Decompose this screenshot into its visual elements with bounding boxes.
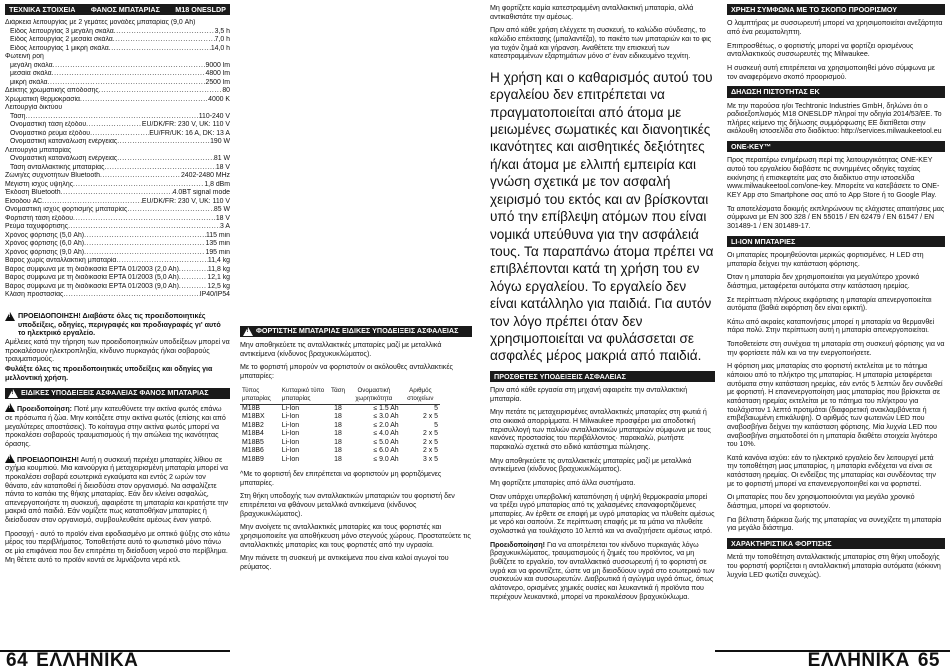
lamp-safety-p1-text: Ποτέ μην κατευθύνετε την ακτίνα φωτός επάνω σε πρόσωπα ή ζώα. Μην κοιτάζετε στην ακτίνα φωτός (επίσης και από μεγαλύτερες αποστάσεις). Το κοίταγμα στην ακτίνα φωτός μπορεί να προκαλέσει σοβαρούς τραυματισμούς ή την απώλεια της ικανότητας όρασης. [5,405,226,448]
spec-value: 81 W [213,155,230,163]
spec-leader-dots [116,257,207,266]
spec-row [5,70,230,79]
charging-p1: Μετά την τοποθέτηση ανταλλακτικής μπαταρίας στη θήκη υποδοχής του φορτιστή φορτίζεται η ανταλλακτική μπαταρία αυτόματα (κόκκινη λυχνία LED φωτίζει συνεχώς). [727,553,941,579]
spec-value: IP40/IP54 [199,291,230,299]
onekey-header: ONE-KEY™ [727,141,945,152]
spec-leader-dots [52,70,206,79]
additional-p4: Μη φορτίζετε μπαταρίες από άλλα συστήματα. [490,478,636,487]
spec-row [5,138,230,147]
spec-row [5,257,230,266]
spec-value: 80 [222,87,230,95]
spec-value: 2402-2480 MHz [180,172,230,180]
page-number-left: 64 [6,650,29,670]
spec-label: Λειτουργία μπαταρίας [5,146,72,154]
spec-row [5,121,230,130]
spec-row [5,232,230,241]
spec-leader-dots [84,232,206,241]
spec-row [5,87,230,96]
liion-p1: Οι μπαταρίες προμηθεύονται μερικώς φορτισμένες. Η LED στη μπαταρία δείχνει την κατάσταση φόρτισης. [727,250,924,268]
intro-p2: Πριν από κάθε χρήση ελέγχετε τη συσκευή, το καλώδιο σύνδεσης, το καλώδιο επέκτασης (μπαλαντέζα), το πακέτο των μπαταριών και το φις για τυχόν ζημιά και γήρανση. Αναθέτετε την επισκευή των κατεστραμμένων εξαρτημάτων μόνο σ' έναν ειδικευμένο τεχνίτη. [490,26,712,61]
spec-value: 14,0 h [210,44,230,52]
additional-p5: Όταν υπάρχει υπερβολική καταπόνηση ή υψηλή θερμοκρασία μπορεί να τρέξει υγρό μπαταρίας από τις χαλασμένες επαναφορτιζόμενες μπαταρίες. Αν έρθετε σε επαφή με υγρό μπαταρίας να πλυθείτε αμέσως με νερό και σαπούνι. Σε περίπτωση επαφής με τα μάτια να πλυθείτε σχολαστικά για τουλάχιστο 10 λεπτά και να αναζητήσετε αμέσως ιατρό. [490,492,715,536]
spec-label: Ονομαστική κατανάλωση ενέργειας [10,155,118,163]
spec-value: 9000 lm [205,61,230,69]
table-cell: 2 x 5 [423,438,438,446]
spec-leader-dots [26,113,199,122]
spec-label: Βάρος χωρίς ανταλλακτική μπαταρία [5,257,117,265]
intro-p1: Μη φορτίζετε καμία κατεστραμμένη ανταλλακτική μπαταρία, αλλά αντικαθιστάτε την αμέσως. [490,4,694,21]
liion-p9: Για βέλτιστη διάρκεια ζωής της μπαταρίας να συνεχίζετε τη μπαταρία για μεγάλο διάστημα. [727,515,942,533]
spec-label: Τάση ανταλλακτικής μπαταρίας [10,163,105,171]
spec-leader-dots [86,121,142,130]
spec-label: μεγάλη σκάλα [10,61,53,69]
spec-label: Ονομαστική τάση εξόδου [10,121,87,129]
spec-leader-dots [53,62,206,71]
spec-leader-dots [48,79,206,88]
spec-row [5,79,230,88]
table-cell: 5 [434,404,438,412]
table-row [240,439,440,448]
table-cell: ≤ 5.0 Ah [373,438,399,446]
spec-value: 12,1 kg [207,274,230,282]
lamp-safety-p1-lead: Προειδοποίηση: [17,405,73,414]
spec-value: 85 W [213,206,230,214]
spec-label: Ονομαστικό ρεύμα εξόδου [10,129,91,137]
spec-label: Διάρκεια λειτουργίας με 2 γεμάτες μονάδες μπαταρίας (9,0 Ah) [5,19,196,27]
spec-leader-dots [179,266,208,275]
spec-leader-dots [179,274,208,283]
spec-label: Είδος λειτουργίας 3 μεγάλη σκάλα [10,27,114,35]
charging-header: ΧΑΡΑΚΤΗΡΙΣΤΙΚΑ ΦΟΡΤΙΣΗΣ [727,538,945,549]
table-cell: M18B6 [242,447,264,455]
charger-safety-header [240,326,472,337]
battery-table-column-header: Τάση [329,386,347,405]
children-warning-text: Η χρήση και ο καθαρισμός αυτού του εργαλείου δεν επιτρέπεται να πραγματοποιείται από άτομα με μειωμένες σωματικές και διανοητικές ικανότητες και αισθητικές δεξιότητες ή/και άτομα με ελλιπή εμπειρία και γνώση σχετικά με τον ασφαλή χειρισμό του εκτός και αν βρίσκονται υπό την επίβλεψη ατόμων που είναι νομικά υπεύθυνα για την ασφάλειά τους. Τα παραπάνω άτομα πρέπει να επιβλέπονται κατά τη χρήση του εν λόγω εργαλείου. Το εργαλείο δεν είναι κατάλληλο για παιδιά. Για αυτόν τον λόγο πρέπει όταν δεν χρησιμοποιείται να φυλάσσεται σε ασφαλές μέρος μακριά από παιδιά. [490,69,714,364]
spec-leader-dots [84,240,205,249]
table-row [240,404,440,413]
warning-icon [5,403,15,412]
table-cell: Li-Ion [281,438,300,446]
spec-label: Είσοδου AC [5,197,43,205]
table-cell: 2 x 5 [423,430,438,438]
warning-icon [5,454,15,463]
lamp-safety-p2 [5,454,230,525]
spec-label: Έκδοση Bluetooth [5,189,61,197]
footer-right [715,650,950,670]
spec-label: Ρεύμα ταχυφόρτισης [5,223,69,231]
table-cell: 18 [334,438,342,446]
table-cell: 18 [334,404,342,412]
spec-row [5,249,230,258]
additional-p6-text: Για να αποτρέπεται τον κίνδυνο πυρκαγιάς λόγω βραχυκυκλώματος, τραυματισμούς ή ζημιές του προϊόντος, να μη βυθίζετε το εργαλείο, τον ανταλλακτικό συσσωρευτή ή το φορτιστή σε υγρά και να φροντίζετε, ώστε να μη διεισδύουν υγρά στο εσωτερικό των συσκευών και συσσωρευτών. Διαβρωτικά ή αγώγιμα υγρά όπως, όπως αλάτονερο, ορισμένες χημικές ουσίες και λευκαντικά ή προϊόντα που περιέχουν λευκαντικά, μπορεί να προκαλέσουν βραχυκύκλωμα. [490,540,715,601]
spec-leader-dots [61,189,173,198]
table-row [240,422,440,431]
conformity-p1: Με την παρούσα η/οι Techtronic Industries GmbH, δηλώνει ότι ο ραδιοεξοπλισμός M18 ONESLDP πληροί την οδηγία 2014/53/ΕΕ. Το πλήρες κείμενο της δήλωσης συμμόρφωσης ΕΕ διατίθεται στην ακόλουθη ιστοσελίδα στο διαδίκτυο: http://services.milwaukeetool.eu [727,101,942,136]
spec-label: Τάση [10,112,26,120]
spec-value: 4000 K [208,95,230,103]
liion-p8: Οι μπαταρίες που δεν χρησιμοποιούνται για μεγάλο χρονικό διάστημα, μπορεί να φορτιστούν. [727,493,915,510]
spec-label: Κλάση προστασίας [5,291,64,299]
table-cell: M18B2 [242,421,264,429]
table-cell: ≤ 3.0 Ah [373,413,399,421]
spec-value: 115 min [205,231,230,239]
spec-row [5,223,230,232]
lamp-safety-header [5,388,230,399]
spec-row [5,130,230,139]
spec-label: Χρωματική θερμοκρασία [5,95,81,103]
charger-p3: ^Με το φορτιστή δεν επιτρέπεται να φορτιστούν μη φορτιζόμενες μπαταρίες. [240,470,442,487]
lamp-safety-p3: Προσοχή - αυτό το προϊόν είναι εφοδιασμένο με οπτικό ψύξης στο κάτω μέρος του περιβλήματος. Τοποθετήστε αυτό το φωτιστικό μόνο πάνω σε μία επιφάνεια που δεν επιτρέπει τη διείσδυση νερού στο περίβλημα. Μη θέτετε αυτό το προϊόν κοντά σε λιμνάζοντα νερά κτλ. [5,529,230,564]
spec-row [5,164,230,173]
spec-label: Είδος λειτουργίας 2 μεσαία σκάλα [10,36,113,44]
spec-label: μικρή σκάλα [10,78,48,86]
additional-p6-lead: Προειδοποίηση! [490,540,546,549]
liion-p5: Τοποθετείστε στη συνέχεια τη μπαταρία στη συσκευή φόρτισης για να την φορτίσετε πάλι και να την ενεργοποιήσετε. [727,340,945,357]
liion-p3: Σε περίπτωση πλήρους εκφόρτισης η μπαταρία απενεργοποιείται αυτόματα (βαθιά εκφόρτιση δεν είναι εφικτή). [727,295,932,313]
table-cell: Li-Ion [281,447,300,455]
lamp-safety-p1 [5,403,230,448]
spec-label: Χρόνος φόρτισης (6,0 Ah) [5,240,85,248]
battery-table-column-header: Αριθμός στοιχείων [401,386,440,405]
spec-row [5,181,230,190]
table-cell: Li-Ion [281,404,300,412]
table-cell: ≤ 2.0 Ah [373,421,399,429]
lamp-safety-section [5,388,230,564]
charger-p4: Στη θήκη υποδοχής των ανταλλακτικών μπαταριών του φορτιστή δεν επιτρέπεται να φθάνουν μεταλλικά αντικείμενα (κίνδυνος βραχυκυκλώματος). [240,492,455,518]
table-row [240,456,440,465]
column-usage [727,4,945,644]
spec-row [5,28,230,37]
spec-row [5,96,230,105]
footer-left [0,650,230,670]
intended-p1: Ο λαμπτήρας με συσσωρευτή μπορεί να χρησιμοποιείται ανεξάρτητα από ένα ρευματοληπτη. [727,19,943,36]
spec-row [5,19,230,28]
spec-value: 18 V [215,214,230,222]
spec-leader-dots [99,87,223,96]
language-left: ΕΛΛΗΝΙΚΑ [36,650,139,670]
table-cell: 2 x 5 [423,447,438,455]
additional-p1: Πριν από κάθε εργασία στη μηχανή αφαιρείτε την ανταλλακτική μπαταρία. [490,386,688,403]
spec-label: Ονομαστική κατανάλωση ενέργειας [10,138,118,146]
battery-table-header [240,386,440,405]
spec-row [5,215,230,224]
intended-p3: Η συσκευή αυτή επιτρέπεται να χρησιμοποιηθεί μόνο σύμφωνα με τον αναφερόμενο σκοπό προορισμού. [727,63,935,81]
spec-row [5,206,230,215]
battery-table-column-header: Τύπος μπαταρίας [240,386,280,405]
table-cell: M18B [242,404,261,412]
table-cell: Li-Ion [281,413,300,421]
spec-label: Ζώνη/ες συχνοτήτων Bluetooth [5,172,100,180]
battery-table-column-header: Κυτταρικό τύπο μπαταρίας [280,386,329,405]
spec-value: 2500 lm [205,78,230,86]
spec-leader-dots [80,96,208,105]
spec-leader-dots [100,172,181,181]
additional-p6 [490,541,715,601]
liion-p2: Όταν η μπαταρία δεν χρησιμοποιείται για μεγαλύτερο χρονικό διάστημα, μεταφέρεται αυτόματα στην κατάσταση ηρεμίας. [727,273,920,290]
table-cell: 18 [334,447,342,455]
warning-icon [243,327,253,336]
spec-value: 110-240 V [198,112,230,120]
onekey-p1: Προς περαιτέρω ενημέρωση περί της λειτουργικότητας ONE-KEY αυτού του εργαλείου διαβάστε τις συνημμένες οδηγίες ταχείας εκκίνησης ή επισκεφτείτε μας στο διαδίκτυο στην ιστοσελίδα www.milwaukeetool.com/one-key. Μπορείτε να κατεβάσετε το ONE-KEY App στο Smartphone σας από το App Store ή το Google Play. [727,156,940,200]
onekey-p2: Τα αποτελέσματα δοκιμής εκπληρώνουν τις ελάχιστες απαιτήσεις μας σύμφωνα με EN 300 328 / EN 55015 / EN 62479 / EN 61547 / EN 301489-1 / EN 301489-17. [727,204,945,230]
liion-p6: Η φόρτιση μιας μπαταρίας στο φορτιστή εκτελείται με το πάτημα κάποιου από το πλήκτρο της μπαταρίας. Η μπαταρία μεταφέρεται αυτόματα στην κατάσταση ηρεμίας, εάν εντός 5 λεπτών δεν συνδεθεί με φορτιστή. Η επανενεργοποίηση μιας μπαταρίας που βρίσκεται σε κατάσταση ηρεμίας εκτελείται με το πάτημα του πλήκτρου για τουλάχιστον 1 λεπτό προτιμάται (διαφορετική ανακλαμβάνεται ή επιβεβαιωμένη επικάλυψη). Ο αριθμός των φωτεινών LED που αναβοσβήνει δείχνει την κατάσταση φόρτισης. Μία λυχνία LED που αναβοσβήνει σηματοδοτεί ότι η μπαταρία διαθέτει στοιχεία λιγότερο του 10%. [727,362,943,449]
spec-row [5,155,230,164]
warning-title: ΠΡΟΕΙΔΟΠΟΙΗΣΗ! Διαβάστε όλες τις προειδοποιητικές υποδείξεις, οδηγίες, περιγραφές και προδιαγραφές γι' αυτό το ηλεκτρικό εργαλείο. [18,310,221,338]
language-right: ΕΛΛΗΝΙΚΑ [807,650,910,670]
spec-value: 12,5 kg [207,282,230,290]
liion-p4: Κάτω από ακραίες καταπονήσεις μπορεί η μπαταρία να θερμανθεί πάρα πολύ. Στην περίπτωση αυτή η μπαταρία απενεργοποιείται. [727,317,935,335]
spec-leader-dots [104,164,215,173]
general-warning [5,312,230,383]
spec-leader-dots [73,181,204,190]
spec-label: Βάρος σύμφωνα με τη διαδικασία EPTA 01/2003 (2,0 Ah) [5,265,179,273]
table-cell: M18B4 [242,430,264,438]
spec-leader-dots [63,291,199,300]
spec-row [5,198,230,207]
spec-leader-dots [117,138,210,147]
charger-safety-title: ΦΟΡΤΙΣΤΗΣ ΜΠΑΤΑΡΙΑΣ ΕΙΔΙΚΕΣ ΥΠΟΔΕΙΞΕΙΣ ΑΣΦΑΛΕΙΑΣ [256,326,459,335]
spec-value: 190 W [210,138,230,146]
table-cell: 18 [334,413,342,421]
spec-row [5,104,230,113]
header-product: ΦΑΝΟΣ ΜΠΑΤΑΡΙΑΣ [90,5,160,14]
page-number-right: 65 [917,650,940,670]
header-model: M18 ONESLDP [175,5,226,14]
spec-row [5,147,230,156]
lamp-safety-p2-text: Αυτή η συσκευή περιέχει μπαταρίες λίθιου σε σχήμα κουμπιού. Μια καινούργια ή μεταχειρισμένη μπαταρία μπορεί να προκαλέσει σοβαρά εσωτερικά εγκαύματα και εντός 2 ωρών τον θάνατο, εάν καταποθεί ή διεισδύσει στον οργανισμό. Να ασφαλίζετε πάντα το καπάκι της θήκης μπαταρίας. Εάν δεν κλείνει ασφαλώς, απενεργοποιήστε τη συσκευή, αφαιρέστε τη μπαταρία και κρατήστε την μακριά από παιδιά. Εάν νομίζετε πως καταποθήκαν μπαταρίες ή διείσδυσαν στον οργανισμό, συμβουλευθείτε αμέσως έναν γιατρό. [5,455,228,525]
table-row [240,447,440,456]
spec-label: Φορτιστή τάση εξόδου [5,214,73,222]
spec-leader-dots [73,215,216,224]
column-safety [490,4,715,606]
spec-label: Χρόνος φόρτισης (9,0 Ah) [5,248,85,256]
additional-safety-header: ΠΡΟΣΘΕΤΕΣ ΥΠΟΔΕΙΞΕΙΣ ΑΣΦΑΛΕΙΑΣ [490,371,715,382]
additional-p3: Μην αποθηκεύετε τις ανταλλακτικές μπαταρίες μαζί με μεταλλικά αντικείμενα (κίνδυνος βραχυκυκλώματος). [490,456,692,474]
spec-value: 195 min [205,248,230,256]
column-technical-data [5,4,230,569]
spec-value: 11,4 kg [207,257,230,265]
table-cell: Li-Ion [281,455,300,463]
spec-row [5,291,230,300]
spec-leader-dots [109,45,211,54]
battery-table [240,386,440,465]
spec-label: Βάρος σύμφωνα με τη διαδικασία EPTA 01/2003 (5,0 Ah) [5,274,179,282]
spec-row [5,240,230,249]
charger-p1: Μην αποθηκεύετε τις ανταλλακτικές μπαταρίες μαζί με μεταλλικά αντικείμενα (κίνδυνος βραχυκυκλώματος). [240,341,442,358]
table-cell: 2 x 5 [423,413,438,421]
battery-table-column-header: Ονομαστική χωρητικότητα [347,386,401,405]
spec-label: μεσαία σκάλα [10,70,52,78]
additional-p2: Μην πετάτε τις μεταχειρισμένες ανταλλακτικές μπαταρίες στη φωτιά ή στα οικιακά απορρίμματα. Η Milwaukee προσφέρει μια αποδοτική περισυλλογή των παλιών ανταλλακτικών μπαταριών σύμφωνα με τους κανόνες προστασίας του περιβάλλοντος· παρακαλώ, ρωτήστε παρακαλώ σχετικά στο ειδικό κατάστημα πώλησης. [490,408,711,451]
header-title: ΤΕΧΝΙΚΑ ΣΤΟΙΧΕΙΑ [9,5,76,14]
spec-leader-dots [90,130,149,139]
table-cell: 3 x 5 [423,455,438,463]
column-charger-safety [240,326,472,576]
spec-leader-dots [114,28,215,37]
lamp-safety-p2-lead: ΠΡΟΕΙΔΟΠΟΙΗΣΗ! [17,455,79,464]
spec-value: 4.0BT signal mode [172,189,230,197]
spec-value: 11,8 kg [207,265,230,273]
warning-icon [5,312,15,321]
spec-label: Μέγιστη ισχύς υψηλής [5,180,74,188]
spec-value: 3 A [220,223,230,231]
spec-row [5,45,230,54]
spec-leader-dots [113,36,215,45]
spec-row [5,189,230,198]
spec-value: 3,5 h [214,27,230,35]
spec-row [5,274,230,283]
spec-row [5,283,230,292]
intended-p2: Επιπροσθέτως, ο φορτιστής μπορεί να φορτίζει ορισμένους ανταλλακτικούς συσσωρευτές της Milwaukee. [727,41,914,59]
spec-leader-dots [42,198,142,207]
spec-label: Δείκτης χρωματικής απόδοσης [5,87,99,95]
spec-row [5,266,230,275]
table-cell: 18 [334,430,342,438]
spec-label: Είδος λειτουργίας 1 μικρή σκάλα [10,44,109,52]
warning-heading [5,312,230,338]
spec-row [5,172,230,181]
table-cell: ≤ 1.5 Ah [373,404,399,412]
table-cell: ≤ 9.0 Ah [373,455,399,463]
charger-p5: Μην ανοίγετε τις ανταλλακτικές μπαταρίες και τους φορτιστές και χρησιμοποιείτε για αποθήκευση μόνο στεγνούς χώρους. Προστατεύετε τις ανταλλακτικές μπαταρίες και τους φορτιστές από την υγρασία. [240,523,471,549]
table-cell: M18B9 [242,455,264,463]
charger-p2: Με το φορτιστή μπορούν να φορτιστούν οι ακόλουθες ανταλλακτικές μπαταρίες: [240,363,453,380]
spec-label: Φωτεινή ροή [5,53,44,61]
spec-label: Βάρος σύμφωνα με τη διαδικασία EPTA 01/2003 (9,0 Ah) [5,282,179,290]
spec-leader-dots [179,283,208,292]
battery-table-body [240,404,440,464]
spec-value: 4800 lm [205,70,230,78]
spec-value: EU/DK/FR: 230 V, UK: 110 V [141,197,230,205]
warning-body: Αμέλειες κατά την τήρηση των προειδοποιητικών υποδείξεων μπορεί να προκαλέσουν ηλεκτροπληξία, κίνδυνο πυρκαγιάς ή/και σοβαρούς τραυματισμούς. [5,338,230,364]
table-row [240,430,440,439]
spec-list [5,19,230,300]
liion-p7: Κατά κανόνα ισχύει: εάν το ηλεκτρικό εργαλείο δεν λειτουργεί μετά την τοποθέτηση μιας μπαταρίας, η μπαταρία ενδέχεται να είναι σε κατάσταση ηρεμίας. Οι ενδείξεις της μπαταρίας και συνδέοντας την με το φορτιστή μπορεί να επανενεργοποιηθεί και να φορτιστεί. [727,453,936,488]
lamp-safety-title: ΕΙΔΙΚΕΣ ΥΠΟΔΕΙΞΕΙΣ ΑΣΦΑΛΕΙΑΣ ΦΑΝΟΣ ΜΠΑΤΑΡΙΑΣ [21,388,209,398]
conformity-header: ΔΗΛΩΣΗ ΠΙΣΤΟΤΗΤΑΣ ΕΚ [727,86,945,97]
spec-value: 18 V [215,163,230,171]
intended-use-header: ΧΡΗΣΗ ΣΥΜΦΩΝΑ ΜΕ ΤΟ ΣΚΟΠΟ ΠΡΟΟΡΙΣΜΟΥ [727,4,945,15]
spec-row [5,62,230,71]
spec-label: Χρόνος φόρτισης (5,0 Ah) [5,231,85,239]
spec-leader-dots [117,155,214,164]
table-cell: ≤ 6.0 Ah [373,447,399,455]
table-cell: M18BX [242,413,265,421]
spec-leader-dots [84,249,205,258]
spec-value: 135 min [205,240,230,248]
spec-label: Ονομαστική ισχύς φορτισμής μπαταρίας [5,206,128,214]
table-cell: Li-Ion [281,421,300,429]
spec-value: EU/DK/FR: 230 V, UK: 110 V [141,121,230,129]
liion-header: LI-ION ΜΠΑΤΑΡΙΕΣ [727,236,945,247]
table-cell: M18B5 [242,438,264,446]
table-cell: 5 [434,421,438,429]
spec-value: EU/FR/UK: 16 A, DK: 13 A [149,129,230,137]
spec-value: 1,8 dBm [204,180,230,188]
table-cell: Li-Ion [281,430,300,438]
spec-row [5,53,230,62]
table-cell: ≤ 4.0 Ah [373,430,399,438]
warning-keep: Φυλάξτε όλες τις προειδοποιητικές υποδείξεις και οδηγίες για μελλοντική χρήση. [5,365,213,382]
spec-value: 7,0 h [214,36,230,44]
spec-label: Λειτουργία δικτύου [5,104,63,112]
table-cell: 18 [334,455,342,463]
spec-leader-dots [68,223,220,232]
technical-data-header [5,4,230,15]
spec-row [5,113,230,122]
charger-p6: Μην πιάνετε τη συσκευή με αντικείμενα που είναι καλοί αγωγοί του ρεύματος. [240,554,449,571]
table-row [240,413,440,422]
spec-row [5,36,230,45]
warning-icon [8,389,18,398]
table-cell: 18 [334,421,342,429]
spec-leader-dots [127,206,214,215]
